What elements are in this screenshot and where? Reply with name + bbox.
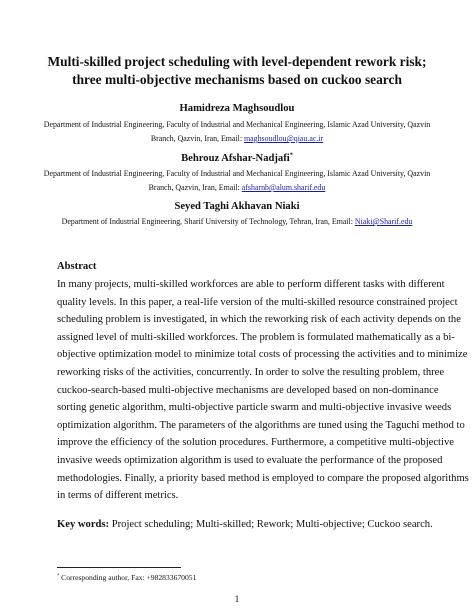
abstract-line: optimization algorithm. The parameters of the algorithms are tuned using the Taguchi method to — [57, 419, 465, 431]
author-name-1 — [0, 103, 474, 114]
corresponding-author-marker: * — [289, 151, 293, 159]
keywords-label: Key words: — [57, 519, 110, 530]
keywords — [57, 519, 433, 530]
author-name-2 — [0, 153, 474, 164]
author-3-affiliation — [30, 215, 444, 229]
abstract-line: methodologies. Finally, a priority based method is employed to compare the proposed algorithms — [57, 472, 469, 484]
author-1-affil-line1: Department of Industrial Engineering, Faculty of Industrial and Mechanical Engineering, Islamic Azad University, Qazvin — [43, 120, 431, 129]
author-3-email-link[interactable]: Niaki@Sharif.edu — [354, 217, 413, 226]
abstract-line: reworking risks of the activities, concurrently. In order to solve the resulting problem, three — [57, 366, 445, 378]
abstract-line: sorting genetic algorithm, multi-objective particle swarm and multi-objective invasive weeds — [57, 402, 452, 414]
paper-title — [20, 53, 454, 89]
footnote-marker: * — [57, 572, 60, 578]
title-line-2: three multi-objective mechanisms based on cuckoo search — [72, 72, 402, 87]
page-number: 1 — [234, 594, 240, 605]
abstract-line: in terms of different metrics. — [57, 490, 179, 502]
author-name-3 — [0, 201, 474, 212]
abstract-body — [57, 276, 469, 505]
abstract-heading: Abstract — [57, 261, 97, 272]
abstract-line: scheduling problem is investigated, in which the reworking risk of each activity depends on the — [57, 314, 461, 326]
footnote-rule — [57, 567, 181, 568]
author-2-name: Behrouz Afshar-Nadjafi — [181, 153, 290, 164]
author-2-email-link[interactable]: afsharnb@alum.sharif.edu — [241, 183, 326, 192]
author-1-email-link[interactable]: maghsoudlou@qiau.ac.ir — [243, 134, 324, 143]
abstract-line: assigned level of multi-skilled workforces. The problem is formulated mathematically as a bi- — [57, 331, 455, 343]
abstract-line: quality levels. In this paper, a real-life version of the multi-skilled resource constrained project — [57, 296, 458, 308]
author-2-affil-line2: Branch, Qazvin, Iran, Email: afsharnb@alum.sharif.edu — [148, 183, 326, 192]
footnote — [57, 573, 196, 582]
author-2-affiliation — [30, 167, 444, 195]
abstract-line: In many projects, multi-skilled workforces are able to perform different tasks with different — [57, 279, 445, 290]
author-1-affil-line2: Branch, Qazvin, Iran, Email: maghsoudlou@qiau.ac.ir — [150, 134, 324, 143]
title-line-1: Multi-skilled project scheduling with level-dependent rework risk; — [47, 54, 427, 69]
author-1-name: Hamidreza Maghsoudlou — [179, 103, 295, 114]
author-1-affiliation — [30, 118, 444, 146]
abstract-line: objective optimization model to minimize total costs of processing the activities and to minimize — [57, 349, 468, 361]
author-3-affil-line1: Department of Industrial Engineering, Sharif University of Technology, Tehran, Iran, Email: Niaki@Sharif.edu — [61, 217, 413, 226]
abstract-line: cuckoo-search-based multi-objective mechanisms are developed based on non-dominance — [57, 384, 439, 396]
keywords-text: Project scheduling; Multi-skilled; Rework; Multi-objective; Cuckoo search. — [109, 519, 433, 530]
author-3-name: Seyed Taghi Akhavan Niaki — [174, 201, 300, 212]
footnote-text: Corresponding author, Fax: +982833670051 — [59, 573, 197, 582]
author-2-affil-line1: Department of Industrial Engineering, Faculty of Industrial and Mechanical Engineering, Islamic Azad University, Qazvin — [43, 169, 431, 178]
abstract-line: improve the efficiency of the solution procedures. Furthermore, a competitive multi-objective — [57, 437, 454, 449]
abstract-line: invasive weeds optimization algorithm is used to evaluate the performance of the proposed — [57, 454, 443, 466]
